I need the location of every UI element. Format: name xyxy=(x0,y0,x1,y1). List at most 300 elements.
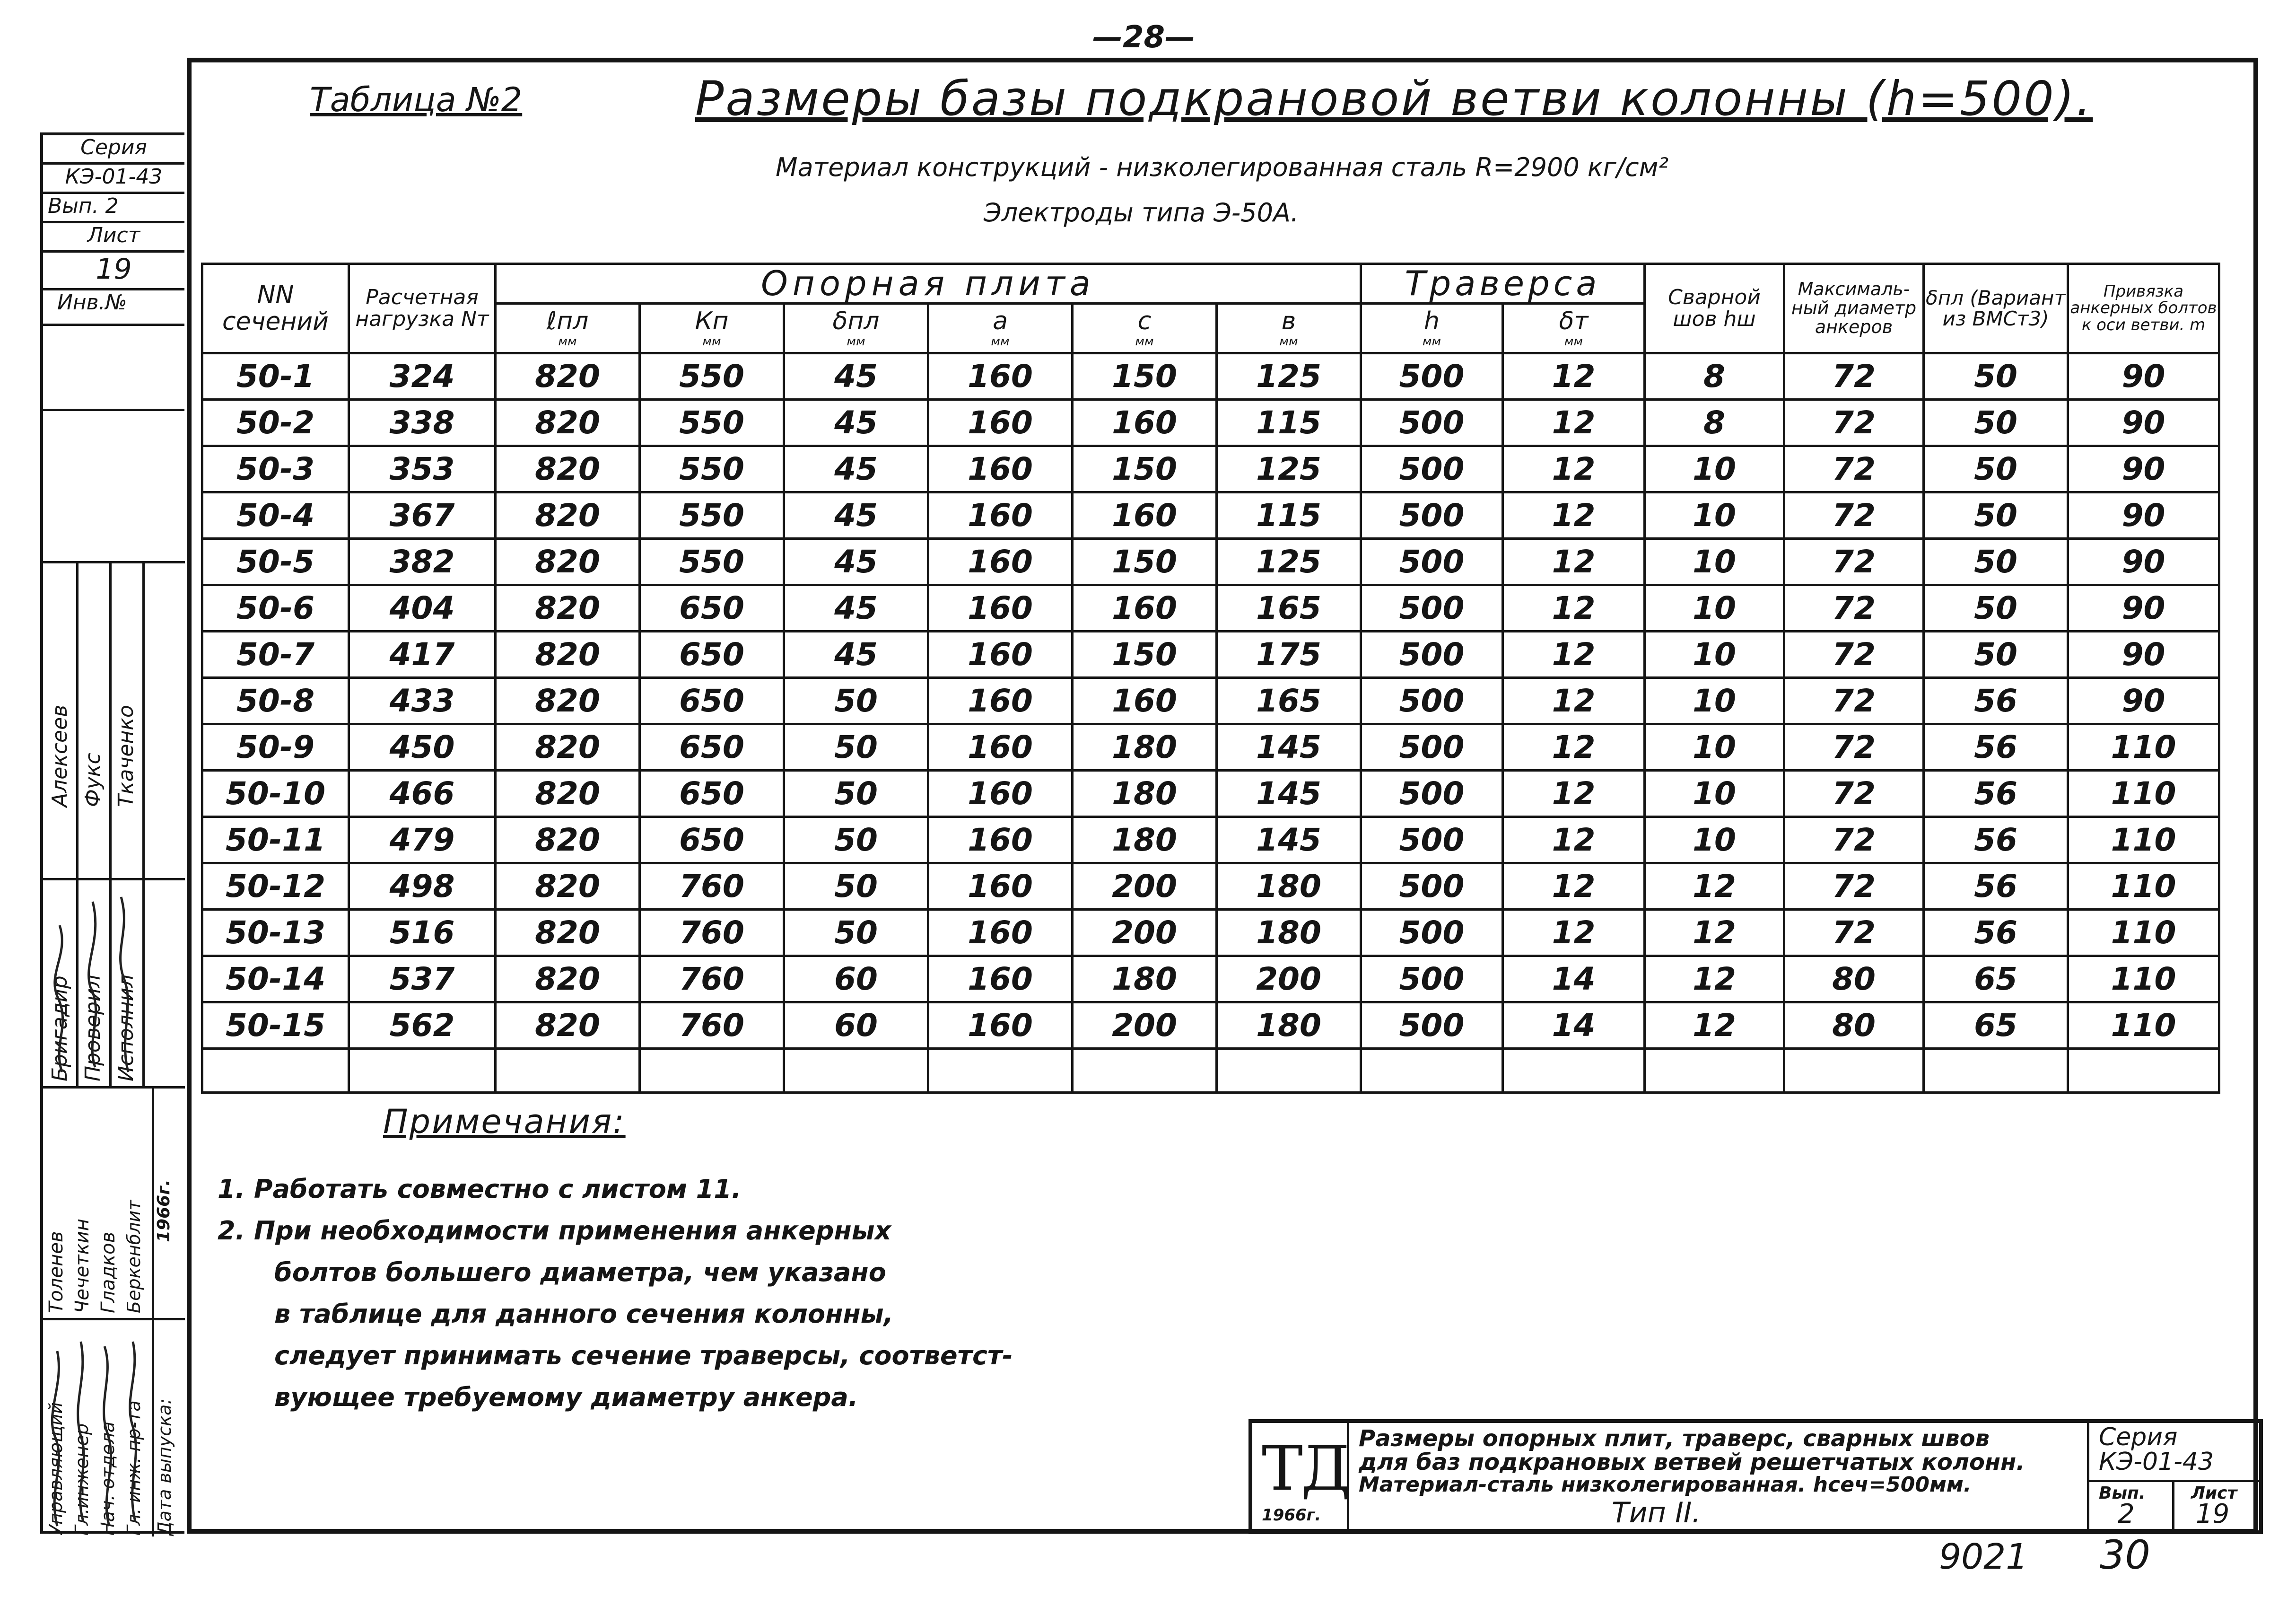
cell-v: 125 xyxy=(1217,353,1361,400)
cell-a: 160 xyxy=(928,724,1073,771)
cell-kp: 550 xyxy=(640,539,784,585)
cell-dpl: 50 xyxy=(784,678,928,724)
table-row xyxy=(202,910,2219,956)
cell-tie: 90 xyxy=(2068,678,2219,724)
cell-empty xyxy=(1217,1049,1361,1093)
cell-anchor: 72 xyxy=(1784,724,1924,771)
cell-h: 500 xyxy=(1361,817,1503,863)
cell-section: 50-7 xyxy=(202,632,349,678)
cell-weld: 10 xyxy=(1645,817,1784,863)
cell-dpl-variant: 56 xyxy=(1924,771,2068,817)
cell-a: 160 xyxy=(928,539,1073,585)
cell-dt: 12 xyxy=(1503,539,1645,585)
cell-empty xyxy=(496,1049,640,1093)
cell-tie: 110 xyxy=(2068,724,2219,771)
side-series-value: КЭ-01-43 xyxy=(43,165,184,194)
cell-dpl: 45 xyxy=(784,353,928,400)
col-group-plate: Опорная плита xyxy=(496,264,1361,304)
cell-dt: 14 xyxy=(1503,956,1645,1002)
cell-v: 180 xyxy=(1217,863,1361,910)
cell-lpl: 820 xyxy=(496,492,640,539)
role-checked: Проверил xyxy=(81,975,105,1081)
cell-c: 180 xyxy=(1073,771,1217,817)
cell-c: 180 xyxy=(1073,956,1217,1002)
note-2-cont-1: болтов большего диаметра, чем указано xyxy=(274,1257,886,1287)
cell-kp: 760 xyxy=(640,863,784,910)
cell-load: 466 xyxy=(349,771,496,817)
cell-lpl: 820 xyxy=(496,817,640,863)
cell-v: 175 xyxy=(1217,632,1361,678)
cell-section: 50-1 xyxy=(202,353,349,400)
cell-anchor: 72 xyxy=(1784,492,1924,539)
material-note: Материал конструкций - низколегированная сталь R=2900 кг/см² xyxy=(776,152,1669,182)
cell-section: 50-6 xyxy=(202,585,349,632)
cell-load: 516 xyxy=(349,910,496,956)
side-sheet-label: Лист xyxy=(43,223,184,253)
cell-h: 500 xyxy=(1361,1002,1503,1049)
cell-dt: 12 xyxy=(1503,585,1645,632)
cell-section: 50-5 xyxy=(202,539,349,585)
cell-weld: 10 xyxy=(1645,585,1784,632)
cell-dpl: 50 xyxy=(784,724,928,771)
table-row xyxy=(202,956,2219,1002)
table-row xyxy=(202,863,2219,910)
cell-a: 160 xyxy=(928,632,1073,678)
cell-v: 125 xyxy=(1217,539,1361,585)
table-row-empty xyxy=(202,1049,2219,1093)
stamp-series-value: КЭ-01-43 xyxy=(2099,1448,2214,1476)
cell-v: 145 xyxy=(1217,817,1361,863)
cell-tie: 110 xyxy=(2068,1002,2219,1049)
cell-c: 150 xyxy=(1073,632,1217,678)
role-release-date: Дата выпуска: xyxy=(154,1398,175,1536)
cell-tie: 110 xyxy=(2068,817,2219,863)
cell-kp: 650 xyxy=(640,817,784,863)
cell-v: 165 xyxy=(1217,678,1361,724)
cell-weld: 10 xyxy=(1645,632,1784,678)
cell-load: 338 xyxy=(349,400,496,446)
cell-empty xyxy=(202,1049,349,1093)
table-row xyxy=(202,1002,2219,1049)
cell-load: 367 xyxy=(349,492,496,539)
cell-dt: 12 xyxy=(1503,632,1645,678)
cell-lpl: 820 xyxy=(496,724,640,771)
col-section: NN сечений xyxy=(202,264,349,353)
cell-a: 160 xyxy=(928,400,1073,446)
side-year: 1966г. xyxy=(154,1179,174,1242)
sub-kp: Кп мм xyxy=(640,304,784,353)
cell-kp: 550 xyxy=(640,400,784,446)
col-anchor: Максималь-ный диаметр анкеров xyxy=(1784,264,1924,353)
name-tkachenko: Ткаченко xyxy=(114,705,138,807)
cell-c: 180 xyxy=(1073,817,1217,863)
cell-dpl: 45 xyxy=(784,632,928,678)
cell-load: 417 xyxy=(349,632,496,678)
cell-lpl: 820 xyxy=(496,632,640,678)
cell-weld: 10 xyxy=(1645,492,1784,539)
cell-section: 50-14 xyxy=(202,956,349,1002)
stamp-sheet-label: Лист xyxy=(2191,1484,2237,1503)
side-inv-label: Инв.№ xyxy=(43,290,184,326)
sub-c: c мм xyxy=(1073,304,1217,353)
cell-kp: 650 xyxy=(640,771,784,817)
cell-c: 160 xyxy=(1073,492,1217,539)
cell-anchor: 80 xyxy=(1784,1002,1924,1049)
cell-section: 50-15 xyxy=(202,1002,349,1049)
cell-weld: 12 xyxy=(1645,863,1784,910)
cell-lpl: 820 xyxy=(496,956,640,1002)
cell-h: 500 xyxy=(1361,910,1503,956)
cell-kp: 550 xyxy=(640,446,784,492)
side-issue: Вып. 2 xyxy=(43,194,184,223)
side-block xyxy=(40,132,184,1534)
cell-v: 125 xyxy=(1217,446,1361,492)
cell-dpl: 45 xyxy=(784,492,928,539)
side-empty xyxy=(43,326,184,411)
cell-section: 50-10 xyxy=(202,771,349,817)
cell-tie: 110 xyxy=(2068,863,2219,910)
sub-dpl: δпл мм xyxy=(784,304,928,353)
cell-a: 160 xyxy=(928,863,1073,910)
cell-load: 404 xyxy=(349,585,496,632)
table-row xyxy=(202,492,2219,539)
archive-number: 9021 xyxy=(1939,1537,2028,1577)
cell-load: 353 xyxy=(349,446,496,492)
cell-h: 500 xyxy=(1361,724,1503,771)
notes-heading: Примечания: xyxy=(383,1102,626,1141)
cell-dpl-variant: 50 xyxy=(1924,400,2068,446)
cell-v: 180 xyxy=(1217,910,1361,956)
cell-tie: 90 xyxy=(2068,492,2219,539)
cell-c: 150 xyxy=(1073,353,1217,400)
cell-dpl-variant: 65 xyxy=(1924,1002,2068,1049)
cell-kp: 650 xyxy=(640,585,784,632)
cell-section: 50-8 xyxy=(202,678,349,724)
side-sheet-value: 19 xyxy=(43,253,184,290)
cell-anchor: 72 xyxy=(1784,771,1924,817)
stamp-sheet-value: 19 xyxy=(2196,1499,2230,1529)
cell-h: 500 xyxy=(1361,771,1503,817)
cell-kp: 550 xyxy=(640,353,784,400)
cell-anchor: 72 xyxy=(1784,400,1924,446)
cell-a: 160 xyxy=(928,585,1073,632)
note-2-cont-4: вующее требуемому диаметру анкера. xyxy=(274,1382,858,1412)
role-project-engineer: Гл. инж. пр-та xyxy=(123,1400,144,1536)
cell-dpl: 50 xyxy=(784,817,928,863)
cell-a: 160 xyxy=(928,492,1073,539)
cell-a: 160 xyxy=(928,817,1073,863)
cell-empty xyxy=(1073,1049,1217,1093)
table-row xyxy=(202,446,2219,492)
cell-anchor: 72 xyxy=(1784,863,1924,910)
cell-dpl: 45 xyxy=(784,585,928,632)
note-2: 2. При необходимости применения анкерных xyxy=(218,1216,891,1246)
role-manager: Управляющий xyxy=(45,1402,66,1536)
cell-v: 145 xyxy=(1217,724,1361,771)
stamp-desc-1: Размеры опорных плит, траверс, сварных швов xyxy=(1359,1425,1990,1452)
cell-lpl: 820 xyxy=(496,400,640,446)
cell-tie: 90 xyxy=(2068,446,2219,492)
name-alekseev: Алексеев xyxy=(48,704,72,807)
dimensions-table xyxy=(201,263,2220,1094)
cell-h: 500 xyxy=(1361,492,1503,539)
cell-weld: 8 xyxy=(1645,353,1784,400)
cell-dt: 12 xyxy=(1503,817,1645,863)
page-number: —28— xyxy=(1092,20,1196,55)
electrodes-note: Электроды типа Э-50А. xyxy=(984,198,1299,228)
cell-tie: 90 xyxy=(2068,539,2219,585)
cell-kp: 550 xyxy=(640,492,784,539)
cell-a: 160 xyxy=(928,678,1073,724)
cell-load: 562 xyxy=(349,1002,496,1049)
cell-c: 150 xyxy=(1073,539,1217,585)
td-logo: ТД xyxy=(1262,1432,1349,1504)
cell-dpl: 45 xyxy=(784,446,928,492)
cell-dpl-variant: 50 xyxy=(1924,539,2068,585)
cell-tie: 110 xyxy=(2068,956,2219,1002)
cell-weld: 10 xyxy=(1645,539,1784,585)
cell-dpl: 50 xyxy=(784,771,928,817)
cell-dpl-variant: 50 xyxy=(1924,632,2068,678)
stamp-desc-2: для баз подкрановых ветвей решетчатых колонн. xyxy=(1359,1449,2025,1475)
cell-tie: 110 xyxy=(2068,910,2219,956)
cell-h: 500 xyxy=(1361,956,1503,1002)
cell-load: 537 xyxy=(349,956,496,1002)
cell-anchor: 80 xyxy=(1784,956,1924,1002)
cell-h: 500 xyxy=(1361,632,1503,678)
stamp-issue-label: Вып. xyxy=(2099,1484,2146,1503)
cell-empty xyxy=(1503,1049,1645,1093)
cell-tie: 90 xyxy=(2068,632,2219,678)
cell-dt: 14 xyxy=(1503,1002,1645,1049)
cell-dpl-variant: 50 xyxy=(1924,353,2068,400)
cell-a: 160 xyxy=(928,771,1073,817)
note-2-cont-3: следует принимать сечение траверсы, соответст- xyxy=(274,1341,1013,1370)
table-row xyxy=(202,539,2219,585)
sub-a: a мм xyxy=(928,304,1073,353)
cell-h: 500 xyxy=(1361,353,1503,400)
cell-a: 160 xyxy=(928,1002,1073,1049)
cell-kp: 650 xyxy=(640,724,784,771)
cell-h: 500 xyxy=(1361,446,1503,492)
cell-load: 479 xyxy=(349,817,496,863)
role-head-dept: Нач. отдела xyxy=(97,1421,118,1536)
cell-kp: 650 xyxy=(640,632,784,678)
cell-lpl: 820 xyxy=(496,863,640,910)
cell-kp: 760 xyxy=(640,956,784,1002)
cell-lpl: 820 xyxy=(496,1002,640,1049)
cell-lpl: 820 xyxy=(496,910,640,956)
cell-dt: 12 xyxy=(1503,492,1645,539)
table-row xyxy=(202,400,2219,446)
cell-h: 500 xyxy=(1361,678,1503,724)
cell-weld: 12 xyxy=(1645,1002,1784,1049)
cell-v: 115 xyxy=(1217,400,1361,446)
table-row xyxy=(202,724,2219,771)
cell-c: 200 xyxy=(1073,1002,1217,1049)
cell-lpl: 820 xyxy=(496,585,640,632)
cell-dpl: 50 xyxy=(784,863,928,910)
cell-dpl-variant: 56 xyxy=(1924,724,2068,771)
cell-lpl: 820 xyxy=(496,353,640,400)
role-executed: Исполнил xyxy=(114,974,138,1081)
cell-weld: 10 xyxy=(1645,446,1784,492)
col-group-traverse: Траверса xyxy=(1361,264,1645,304)
cell-dpl: 60 xyxy=(784,1002,928,1049)
cell-anchor: 72 xyxy=(1784,632,1924,678)
sub-lpl: ℓпл мм xyxy=(496,304,640,353)
table-label: Таблица №2 xyxy=(310,80,523,119)
cell-c: 160 xyxy=(1073,585,1217,632)
cell-section: 50-12 xyxy=(202,863,349,910)
stamp-type: Тип II. xyxy=(1612,1496,1701,1529)
cell-v: 180 xyxy=(1217,1002,1361,1049)
cell-tie: 90 xyxy=(2068,353,2219,400)
cell-kp: 760 xyxy=(640,1002,784,1049)
cell-kp: 650 xyxy=(640,678,784,724)
cell-tie: 90 xyxy=(2068,585,2219,632)
cell-weld: 10 xyxy=(1645,724,1784,771)
cell-section: 50-2 xyxy=(202,400,349,446)
cell-section: 50-13 xyxy=(202,910,349,956)
cell-section: 50-9 xyxy=(202,724,349,771)
cell-dpl-variant: 65 xyxy=(1924,956,2068,1002)
title-stamp xyxy=(1248,1419,2263,1534)
cell-h: 500 xyxy=(1361,585,1503,632)
cell-dpl-variant: 56 xyxy=(1924,863,2068,910)
signatures-upper xyxy=(43,883,142,1081)
col-load: Расчетная нагрузка Nт xyxy=(349,264,496,353)
name-gladkov: Гладков xyxy=(97,1231,119,1313)
cell-load: 324 xyxy=(349,353,496,400)
cell-lpl: 820 xyxy=(496,678,640,724)
cell-tie: 90 xyxy=(2068,400,2219,446)
table-row xyxy=(202,771,2219,817)
cell-load: 382 xyxy=(349,539,496,585)
cell-dt: 12 xyxy=(1503,771,1645,817)
cell-c: 180 xyxy=(1073,724,1217,771)
cell-dpl: 45 xyxy=(784,400,928,446)
cell-weld: 12 xyxy=(1645,956,1784,1002)
table-row xyxy=(202,585,2219,632)
cell-v: 115 xyxy=(1217,492,1361,539)
cell-empty xyxy=(1784,1049,1924,1093)
cell-dpl-variant: 50 xyxy=(1924,585,2068,632)
sub-v: в мм xyxy=(1217,304,1361,353)
cell-dt: 12 xyxy=(1503,910,1645,956)
cell-lpl: 820 xyxy=(496,539,640,585)
sub-dt: δт мм xyxy=(1503,304,1645,353)
col-weld: Сварной шов hш xyxy=(1645,264,1784,353)
cell-c: 150 xyxy=(1073,446,1217,492)
cell-load: 433 xyxy=(349,678,496,724)
role-chief-engineer: Гл.инженер xyxy=(71,1423,92,1536)
name-tolenev: Толенев xyxy=(45,1231,67,1313)
cell-lpl: 820 xyxy=(496,771,640,817)
cell-anchor: 72 xyxy=(1784,446,1924,492)
col-dpl-variant: δпл (Вариант из ВМСт3) xyxy=(1924,264,2068,353)
cell-empty xyxy=(784,1049,928,1093)
cell-empty xyxy=(2068,1049,2219,1093)
cell-weld: 8 xyxy=(1645,400,1784,446)
cell-dpl: 45 xyxy=(784,539,928,585)
table-row xyxy=(202,817,2219,863)
cell-empty xyxy=(1645,1049,1784,1093)
cell-weld: 12 xyxy=(1645,910,1784,956)
table-row xyxy=(202,632,2219,678)
cell-weld: 10 xyxy=(1645,771,1784,817)
cell-empty xyxy=(640,1049,784,1093)
cell-v: 165 xyxy=(1217,585,1361,632)
side-series-label: Серия xyxy=(43,135,184,165)
cell-lpl: 820 xyxy=(496,446,640,492)
cell-load: 498 xyxy=(349,863,496,910)
role-brigadier: Бригадир xyxy=(48,975,72,1081)
table-row xyxy=(202,678,2219,724)
cell-c: 160 xyxy=(1073,400,1217,446)
cell-anchor: 72 xyxy=(1784,353,1924,400)
cell-empty xyxy=(349,1049,496,1093)
name-fuks: Фукс xyxy=(81,753,105,807)
cell-dt: 12 xyxy=(1503,863,1645,910)
table-row xyxy=(202,353,2219,400)
cell-c: 200 xyxy=(1073,910,1217,956)
cell-anchor: 72 xyxy=(1784,539,1924,585)
cell-v: 200 xyxy=(1217,956,1361,1002)
cell-dt: 12 xyxy=(1503,678,1645,724)
cell-a: 160 xyxy=(928,353,1073,400)
cell-a: 160 xyxy=(928,956,1073,1002)
cell-h: 500 xyxy=(1361,863,1503,910)
stamp-issue-value: 2 xyxy=(2118,1499,2135,1529)
cell-section: 50-4 xyxy=(202,492,349,539)
name-chechetkin: Чечеткин xyxy=(71,1219,93,1313)
cell-h: 500 xyxy=(1361,539,1503,585)
cell-dpl-variant: 56 xyxy=(1924,910,2068,956)
note-2-cont-2: в таблице для данного сечения колонны, xyxy=(274,1299,894,1329)
cell-dpl-variant: 50 xyxy=(1924,492,2068,539)
cell-c: 160 xyxy=(1073,678,1217,724)
cell-dt: 12 xyxy=(1503,724,1645,771)
notes-list xyxy=(218,1168,1013,1418)
cell-dpl: 60 xyxy=(784,956,928,1002)
cell-empty xyxy=(928,1049,1073,1093)
stamp-series-label: Серия xyxy=(2099,1423,2178,1451)
cell-tie: 110 xyxy=(2068,771,2219,817)
cell-anchor: 72 xyxy=(1784,678,1924,724)
name-berkenblit: Беркенблит xyxy=(123,1200,144,1313)
cell-dpl-variant: 56 xyxy=(1924,678,2068,724)
note-1: 1. Работать совместно с листом 11. xyxy=(218,1174,742,1204)
page-title: Размеры базы подкрановой ветви колонны (h=500). xyxy=(695,71,2093,126)
cell-dpl: 50 xyxy=(784,910,928,956)
signatures-lower xyxy=(43,1323,152,1531)
stamp-desc-3: Материал-сталь низколегированная. hсеч=500мм. xyxy=(1359,1473,1972,1497)
cell-weld: 10 xyxy=(1645,678,1784,724)
cell-dt: 12 xyxy=(1503,353,1645,400)
cell-empty xyxy=(1924,1049,2068,1093)
cell-anchor: 72 xyxy=(1784,585,1924,632)
cell-v: 145 xyxy=(1217,771,1361,817)
cell-section: 50-3 xyxy=(202,446,349,492)
cell-load: 450 xyxy=(349,724,496,771)
cell-anchor: 72 xyxy=(1784,817,1924,863)
td-logo-year: 1966г. xyxy=(1262,1506,1321,1525)
col-anchor-tie: Привязка анкерных болтов к оси ветви. m xyxy=(2068,264,2219,353)
cell-empty xyxy=(1361,1049,1503,1093)
cell-dt: 12 xyxy=(1503,400,1645,446)
cell-dt: 12 xyxy=(1503,446,1645,492)
